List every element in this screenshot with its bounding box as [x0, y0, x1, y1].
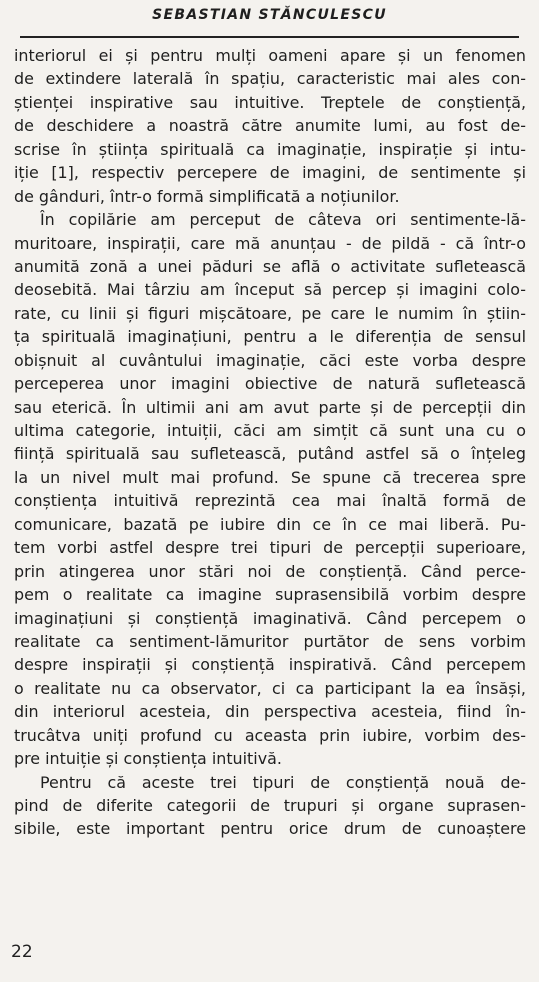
text-line: realitate ca sentiment-lămuritor purtător de sens vorbim — [14, 631, 526, 651]
text-line: deosebită. Mai târziu am început să percep și imagini colo- — [14, 280, 526, 300]
text-line: obișnuit al cuvântului imaginație, căci este vorba despre — [14, 350, 526, 370]
text-line: despre inspirații și conștiență inspirativă. Când percepem — [14, 655, 526, 675]
page-number: 22 — [11, 942, 33, 962]
text-line: În copilărie am perceput de câteva ori sentimente-lă- — [40, 210, 526, 230]
body-text — [14, 44, 526, 841]
text-line: perceperea unor imagini obiective de natură sufletească — [14, 374, 526, 394]
text-line: conștiența intuitivă reprezintă cea mai înaltă formă de — [14, 491, 526, 511]
text-line: o realitate nu ca observator, ci ca participant la ea însăși, — [14, 678, 526, 698]
text-line: ființă spirituală sau sufletească, putând astfel să o înțeleg — [14, 444, 526, 464]
text-line: știenței inspirative sau intuitive. Treptele de conștiență, — [14, 92, 526, 112]
text-line: din interiorul acesteia, din perspectiva acesteia, fiind în- — [14, 702, 526, 722]
text-line: Pentru că aceste trei tipuri de conștiență nouă de- — [40, 772, 526, 792]
text-line: ța spirituală imaginațiuni, pentru a le diferenția de sensul — [14, 327, 526, 347]
text-line: prin atingerea unor stări noi de conștiență. Când perce- — [14, 561, 526, 581]
text-line: de deschidere a noastră către anumite lumi, au fost de- — [14, 116, 526, 136]
text-line: imaginațiuni și conștiență imaginativă. Când percepem o — [14, 608, 526, 628]
text-line: sibile, este important pentru orice drum de cunoaștere — [14, 819, 526, 839]
text-line: trucâtva uniți profund cu aceasta prin iubire, vorbim des- — [14, 725, 526, 745]
text-line: pind de diferite categorii de trupuri și organe suprasen- — [14, 796, 526, 815]
text-line: muritoare, inspirații, care mă anunțau - de pildă - că într-o — [14, 233, 526, 253]
text-line: de extindere laterală în spațiu, caracteristic mai ales con- — [14, 69, 526, 89]
text-line: anumită zonă a unei păduri se află o activitate sufletească — [14, 256, 526, 276]
text-line: de gânduri, într-o formă simplificată a noțiunilor. — [14, 186, 400, 206]
text-line: ultima categorie, intuiții, căci am simțit că sunt una cu o — [14, 421, 526, 440]
text-line: tem vorbi astfel despre trei tipuri de percepții superioare, — [14, 538, 526, 558]
text-line: iție [1], respectiv percepere de imagini, de sentimente și — [14, 163, 526, 183]
header-rule — [20, 36, 519, 38]
text-line: rate, cu linii și figuri mișcătoare, pe care le numim în știin- — [14, 303, 526, 323]
text-line: comunicare, bazată pe iubire din ce în ce mai liberă. Pu- — [14, 514, 526, 534]
text-line: interiorul ei și pentru mulți oameni apare și un fenomen — [14, 46, 526, 65]
running-head: SEBASTIAN STĂNCULESCU — [152, 7, 387, 23]
text-line: sau eterică. În ultimii ani am avut parte și de percepții din — [14, 397, 526, 417]
text-line: pem o realitate ca imagine suprasensibilă vorbim despre — [14, 585, 526, 605]
text-line: scrise în știința spirituală ca imaginație, inspirație și intu- — [14, 139, 526, 159]
text-line: la un nivel mult mai profund. Se spune că trecerea spre — [14, 467, 526, 487]
text-line: pre intuiție și conștiența intuitivă. — [14, 749, 282, 769]
